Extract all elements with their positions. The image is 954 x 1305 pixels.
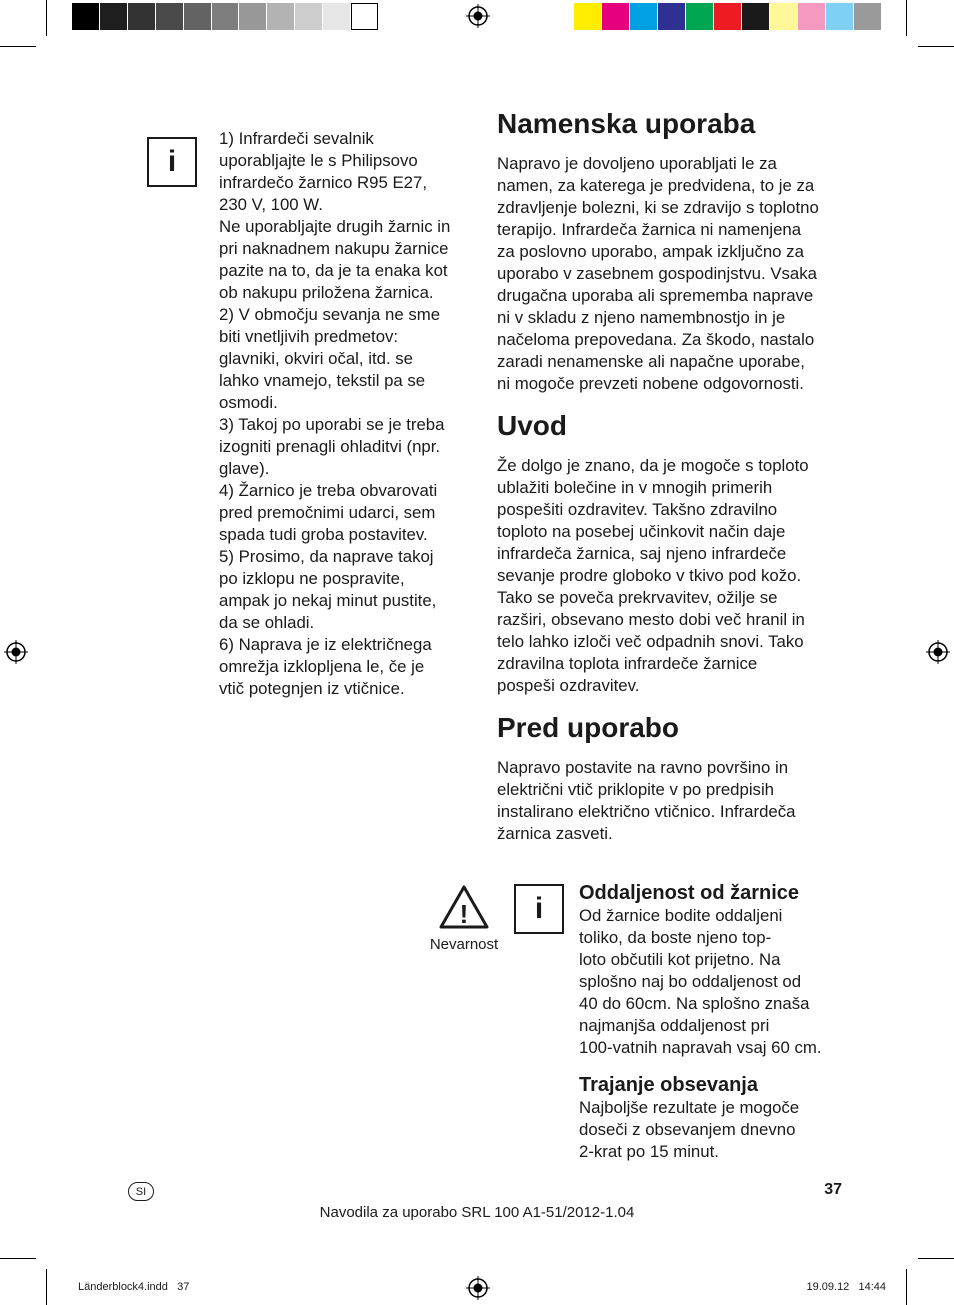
heading-intended-use: Namenska uporaba bbox=[497, 108, 756, 139]
color-swatch bbox=[602, 3, 629, 30]
color-swatch bbox=[742, 3, 769, 30]
color-swatch bbox=[72, 3, 99, 30]
registration-mark-icon bbox=[926, 640, 950, 664]
color-swatch bbox=[574, 3, 601, 30]
warning-label: Nevarnost bbox=[429, 936, 499, 953]
crop-mark bbox=[918, 1258, 954, 1259]
info-icon bbox=[514, 884, 564, 934]
registration-mark-icon bbox=[466, 1276, 490, 1300]
crop-mark bbox=[46, 0, 47, 36]
slug-file-info: Länderblock4.indd 37 bbox=[78, 1281, 190, 1293]
color-swatch bbox=[267, 3, 294, 30]
before-use-text: Napravo postavite na ravno površino in električni vtič priklopite v po predpisih instalirano električno vtičnico. Infrardeča žarnica zasveti. bbox=[497, 758, 796, 843]
registration-mark-icon bbox=[4, 640, 28, 664]
color-swatch bbox=[239, 3, 266, 30]
color-swatch bbox=[714, 3, 741, 30]
document-reference: Navodila za uporabo SRL 100 A1-51/2012-1.04 bbox=[319, 1204, 635, 1221]
warning-triangle-icon bbox=[438, 884, 490, 930]
color-swatch bbox=[156, 3, 183, 30]
info-icon-label: i bbox=[534, 892, 544, 925]
crop-mark bbox=[0, 1258, 36, 1259]
color-swatch bbox=[323, 3, 350, 30]
duration-text: Najboljše rezultate je mogoče doseči z obsevanjem dnevno 2-krat po 15 minut. bbox=[579, 1098, 800, 1161]
color-swatch bbox=[658, 3, 685, 30]
process-color-bar bbox=[574, 0, 882, 32]
language-badge: SI bbox=[128, 1182, 154, 1201]
registration-mark-icon bbox=[466, 4, 490, 28]
heading-intro: Uvod bbox=[497, 410, 567, 441]
info-icon-label: i bbox=[167, 145, 177, 178]
color-swatch bbox=[770, 3, 797, 30]
intro-text: Že dolgo je znano, da je mogoče s toploto ublažiti bolečine in v mnogih primerih pospešiti ozdravitev. Takšno zdravilno toploto na posebej učinkovit način daje infrardeča žarnica, saj njeno infrardeče sevanje prodre globoko v tkivo pod kožo. Tako se poveča prekrvavitev, ožilje se razširi, obsevano mesto dobi več hranil in telo lahko izloči več odpadnih snovi. Tako zdravilna toplota infrardeče žarnice pospeši ozdravitev. bbox=[497, 456, 809, 695]
warning-block bbox=[424, 884, 504, 953]
warning-symbol: ! bbox=[459, 899, 469, 929]
main-column bbox=[497, 108, 847, 845]
color-swatch bbox=[100, 3, 127, 30]
distance-block bbox=[579, 881, 849, 1163]
heading-duration: Trajanje obsevanja bbox=[579, 1074, 758, 1096]
color-swatch bbox=[854, 3, 881, 30]
color-swatch bbox=[128, 3, 155, 30]
color-swatch bbox=[184, 3, 211, 30]
crop-mark bbox=[906, 0, 907, 36]
color-swatch bbox=[798, 3, 825, 30]
slug-date: 19.09.12 14:44 bbox=[806, 1281, 886, 1293]
crop-mark bbox=[0, 46, 36, 47]
color-swatch bbox=[686, 3, 713, 30]
crop-mark bbox=[46, 1269, 47, 1305]
color-swatch bbox=[630, 3, 657, 30]
crop-mark bbox=[906, 1269, 907, 1305]
heading-distance: Oddaljenost od žarnice bbox=[579, 882, 800, 904]
grayscale-color-bar bbox=[72, 0, 379, 32]
color-swatch bbox=[212, 3, 239, 30]
intended-use-text: Napravo je dovoljeno uporabljati le za namen, za katerega je predvidena, to je za zdravljenje bolezni, ki se zdravijo s toplotno terapijo. Infrardeča žarnica ni namenjena za poslovno uporabo, ampak izključno za uporabo v zasebnem gospodinjstvu. Vsaka drugačna uporaba ali sprememba naprave ni v skladu z njeno namembnostjo in je načeloma prepovedana. Za škodo, nastalo zaradi nenamenske ali napačne uporabe, ni mogoče prevzeti nobene odgovornosti. bbox=[497, 154, 819, 393]
distance-text: Od žarnice bodite oddaljeni toliko, da boste njeno top- loto občutili kot prijetno. Na splošno naj bo oddaljenost od 40 do 60cm. Na splošno znaša najmanjša oddaljenost pri 100-vatnih napravah vsaj 60 cm. bbox=[579, 906, 822, 1057]
safety-notes: 1) Infrardeči sevalnik uporabljajte le s Philipsovo infrardečo žarnico R95 E27, 230 V, 100 W. Ne uporabljajte drugih žarnic in pri naknadnem nakupu žarnice pazite na to, da je ta enaka kot ob nakupu priložena žarnica. 2) V območju sevanja ne sme biti vnetljivih predmetov: glavniki, okviri očal, itd. se lahko vnamejo, tekstil pa se osmodi. 3) Takoj po uporabi se je treba izogniti prenagli ohladitvi (npr. glave). 4) Žarnico je treba obvarovati pred premočnimi udarci, sem spada tudi groba postavitev. 5) Prosimo, da naprave takoj po izklopu ne pospravite, ampak jo nekaj minut pustite, da se ohladi. 6) Naprava je iz električnega omrežja izklopljena le, če je vtič potegnjen iz vtičnice. bbox=[219, 129, 451, 698]
heading-before-use: Pred uporabo bbox=[497, 712, 680, 743]
page-number: 37 bbox=[824, 1181, 842, 1198]
color-swatch bbox=[351, 3, 378, 30]
crop-mark bbox=[918, 46, 954, 47]
info-icon bbox=[147, 137, 197, 187]
color-swatch bbox=[295, 3, 322, 30]
color-swatch bbox=[826, 3, 853, 30]
